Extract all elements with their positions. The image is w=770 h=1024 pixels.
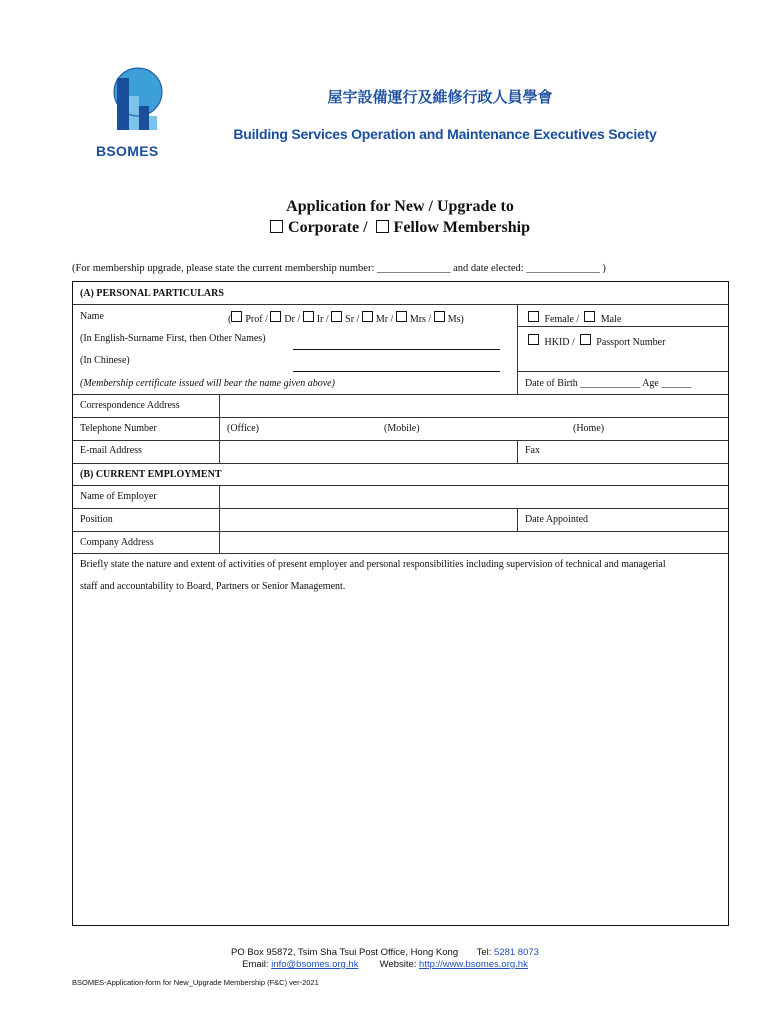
employer-field[interactable] [220,486,728,508]
responsibilities-instruction-line1: Briefly state the nature and extent of activities of present employer and personal responsibilities including supervision of technical and managerial [80,559,666,570]
company-address-field[interactable] [220,532,728,553]
footer-line1: PO Box 95872, Tsim Sha Tsui Post Office, Hong Kong Tel: 5281 8073 [231,947,539,958]
title-options: ( Prof / Dr / Ir / Sr / Mr / Mrs / Ms) [228,311,464,325]
male-checkbox[interactable] [584,311,595,322]
id-options: HKID / Passport Number [528,334,665,348]
female-checkbox[interactable] [528,311,539,322]
correspondence-address-label: Correspondence Address [80,400,180,411]
responsibilities-instruction-line2: staff and accountability to Board, Partners or Senior Management. [80,581,346,592]
telephone-label: Telephone Number [80,423,157,434]
responsibilities-text-area[interactable] [77,598,725,920]
email-field[interactable] [220,441,516,463]
email-label: E-mail Address [80,445,142,456]
home-phone-field[interactable]: (Home) [573,423,605,434]
society-chinese-title: 屋宇設備運行及維修行政人員學會 [327,88,553,106]
section-a-header: (A) PERSONAL PARTICULARS [80,288,224,299]
position-label: Position [80,514,113,525]
fax-field[interactable]: Fax [525,445,540,456]
company-address-label: Company Address [80,537,154,548]
chinese-name-field[interactable] [293,371,500,372]
footer-contact [0,947,770,971]
gender-options: Female / Male [528,311,621,325]
footer-line2: Email: info@bsomes.org.hk Website: http://www.bsomes.org.hk [242,959,528,970]
corporate-label: Corporate / [288,219,368,236]
fellow-checkbox[interactable] [376,220,389,233]
membership-type-line [180,217,620,238]
upgrade-note: (For membership upgrade, please state the current membership number: ______________ and date elected: ______________ ) [72,263,606,274]
mrs-checkbox[interactable] [396,311,407,322]
date-of-birth-age-field[interactable]: Date of Birth ____________ Age ______ [525,378,692,389]
footer-email-link[interactable]: info@bsomes.org.hk [271,959,359,970]
document-id: BSOMES-Application-form for New_Upgrade Membership (F&C) ver-2021 [72,978,319,987]
corporate-checkbox[interactable] [270,220,283,233]
section-b-header: (B) CURRENT EMPLOYMENT [80,469,222,480]
fellow-label: Fellow Membership [393,219,530,236]
dr-checkbox[interactable] [270,311,281,322]
correspondence-address-field[interactable] [220,395,728,417]
mobile-phone-field[interactable]: (Mobile) [384,423,420,434]
sr-checkbox[interactable] [331,311,342,322]
certificate-note: (Membership certificate issued will bear the name given above) [80,378,335,389]
passport-checkbox[interactable] [580,334,591,345]
application-title-line1: Application for New / Upgrade to [286,198,514,215]
hkid-checkbox[interactable] [528,334,539,345]
ir-checkbox[interactable] [303,311,314,322]
footer-address: PO Box 95872, Tsim Sha Tsui Post Office, Hong Kong [231,947,459,958]
footer-telephone: 5281 8073 [494,947,539,958]
name-label: Name [80,311,104,322]
employer-label: Name of Employer [80,491,157,502]
application-form [72,281,729,926]
ms-checkbox[interactable] [434,311,445,322]
footer-website-link[interactable]: http://www.bsomes.org.hk [419,959,528,970]
chinese-name-label: (In Chinese) [80,355,130,366]
english-name-field[interactable] [293,349,500,350]
english-name-label: (In English-Surname First, then Other Names) [80,333,266,344]
society-english-title: Building Services Operation and Maintenance Executives Society [233,126,657,142]
application-title [180,196,620,238]
mr-checkbox[interactable] [362,311,373,322]
position-field[interactable] [220,509,516,531]
brand-name: BSOMES [96,143,159,159]
prof-checkbox[interactable] [231,311,242,322]
date-appointed-field[interactable]: Date Appointed [525,514,589,525]
office-phone-field[interactable]: (Office) [227,423,260,434]
